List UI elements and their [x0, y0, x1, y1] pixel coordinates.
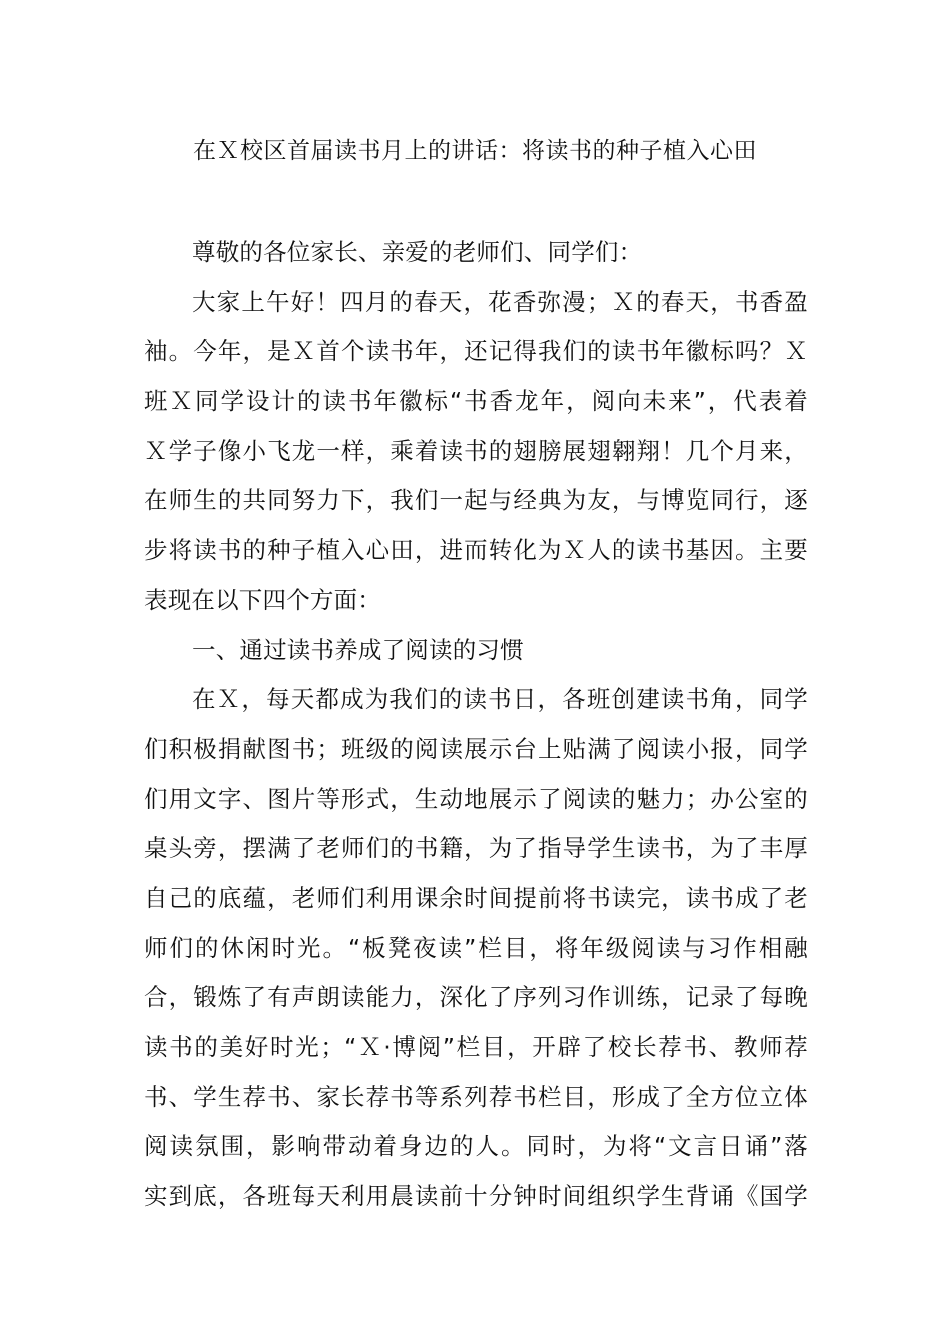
- text-line: 表现在以下四个方面：: [144, 585, 381, 614]
- text-line: 实到底，各班每天利用晨读前十分钟时间组织学生背诵《国学: [144, 1182, 808, 1211]
- text-line: 桌头旁，摆满了老师们的书籍，为了指导学生读书，为了丰厚: [144, 834, 808, 863]
- text-line: 读书的美好时光；“Ｘ·博阅”栏目，开辟了校长荐书、教师荐: [144, 1033, 808, 1061]
- document-body: [144, 228, 808, 1222]
- text-line: 一、通过读书养成了阅读的习惯: [192, 635, 524, 664]
- text-line: 班Ｘ同学设计的读书年徽标“书香龙年，阅向未来”，代表着: [144, 387, 808, 416]
- text-line: 步将读书的种子植入心田，进而转化为Ｘ人的读书基因。主要: [144, 536, 808, 565]
- text-line: 们用文字、图片等形式，生动地展示了阅读的魅力；办公室的: [144, 784, 808, 813]
- document-title: 在Ｘ校区首届读书月上的讲话：将读书的种子植入心田: [193, 138, 757, 164]
- text-line: 尊敬的各位家长、亲爱的老师们、同学们：: [192, 238, 643, 266]
- text-line: 书、学生荐书、家长荐书等系列荐书栏目，形成了全方位立体: [144, 1082, 808, 1111]
- text-line: 在Ｘ，每天都成为我们的读书日，各班创建读书角，同学: [192, 685, 808, 714]
- text-line: 合，锻炼了有声朗读能力，深化了序列习作训练，记录了每晚: [144, 983, 808, 1012]
- text-line: 们积极捐献图书；班级的阅读展示台上贴满了阅读小报，同学: [144, 734, 808, 763]
- text-line: 袖。今年，是Ｘ首个读书年，还记得我们的读书年徽标吗？Ｘ: [144, 337, 808, 366]
- text-line: 阅读氛围，影响带动着身边的人。同时，为将“文言日诵”落: [144, 1132, 808, 1161]
- text-line: 自己的底蕴，老师们利用课余时间提前将书读完，读书成了老: [144, 883, 808, 912]
- text-line: 师们的休闲时光。“板凳夜读”栏目，将年级阅读与习作相融: [144, 933, 808, 962]
- text-line: Ｘ学子像小飞龙一样，乘着读书的翅膀展翅翱翔！几个月来，: [144, 436, 808, 465]
- text-line: 大家上午好！四月的春天，花香弥漫；Ｘ的春天，书香盈: [192, 287, 808, 316]
- text-line: 在师生的共同努力下，我们一起与经典为友，与博览同行，逐: [144, 486, 808, 515]
